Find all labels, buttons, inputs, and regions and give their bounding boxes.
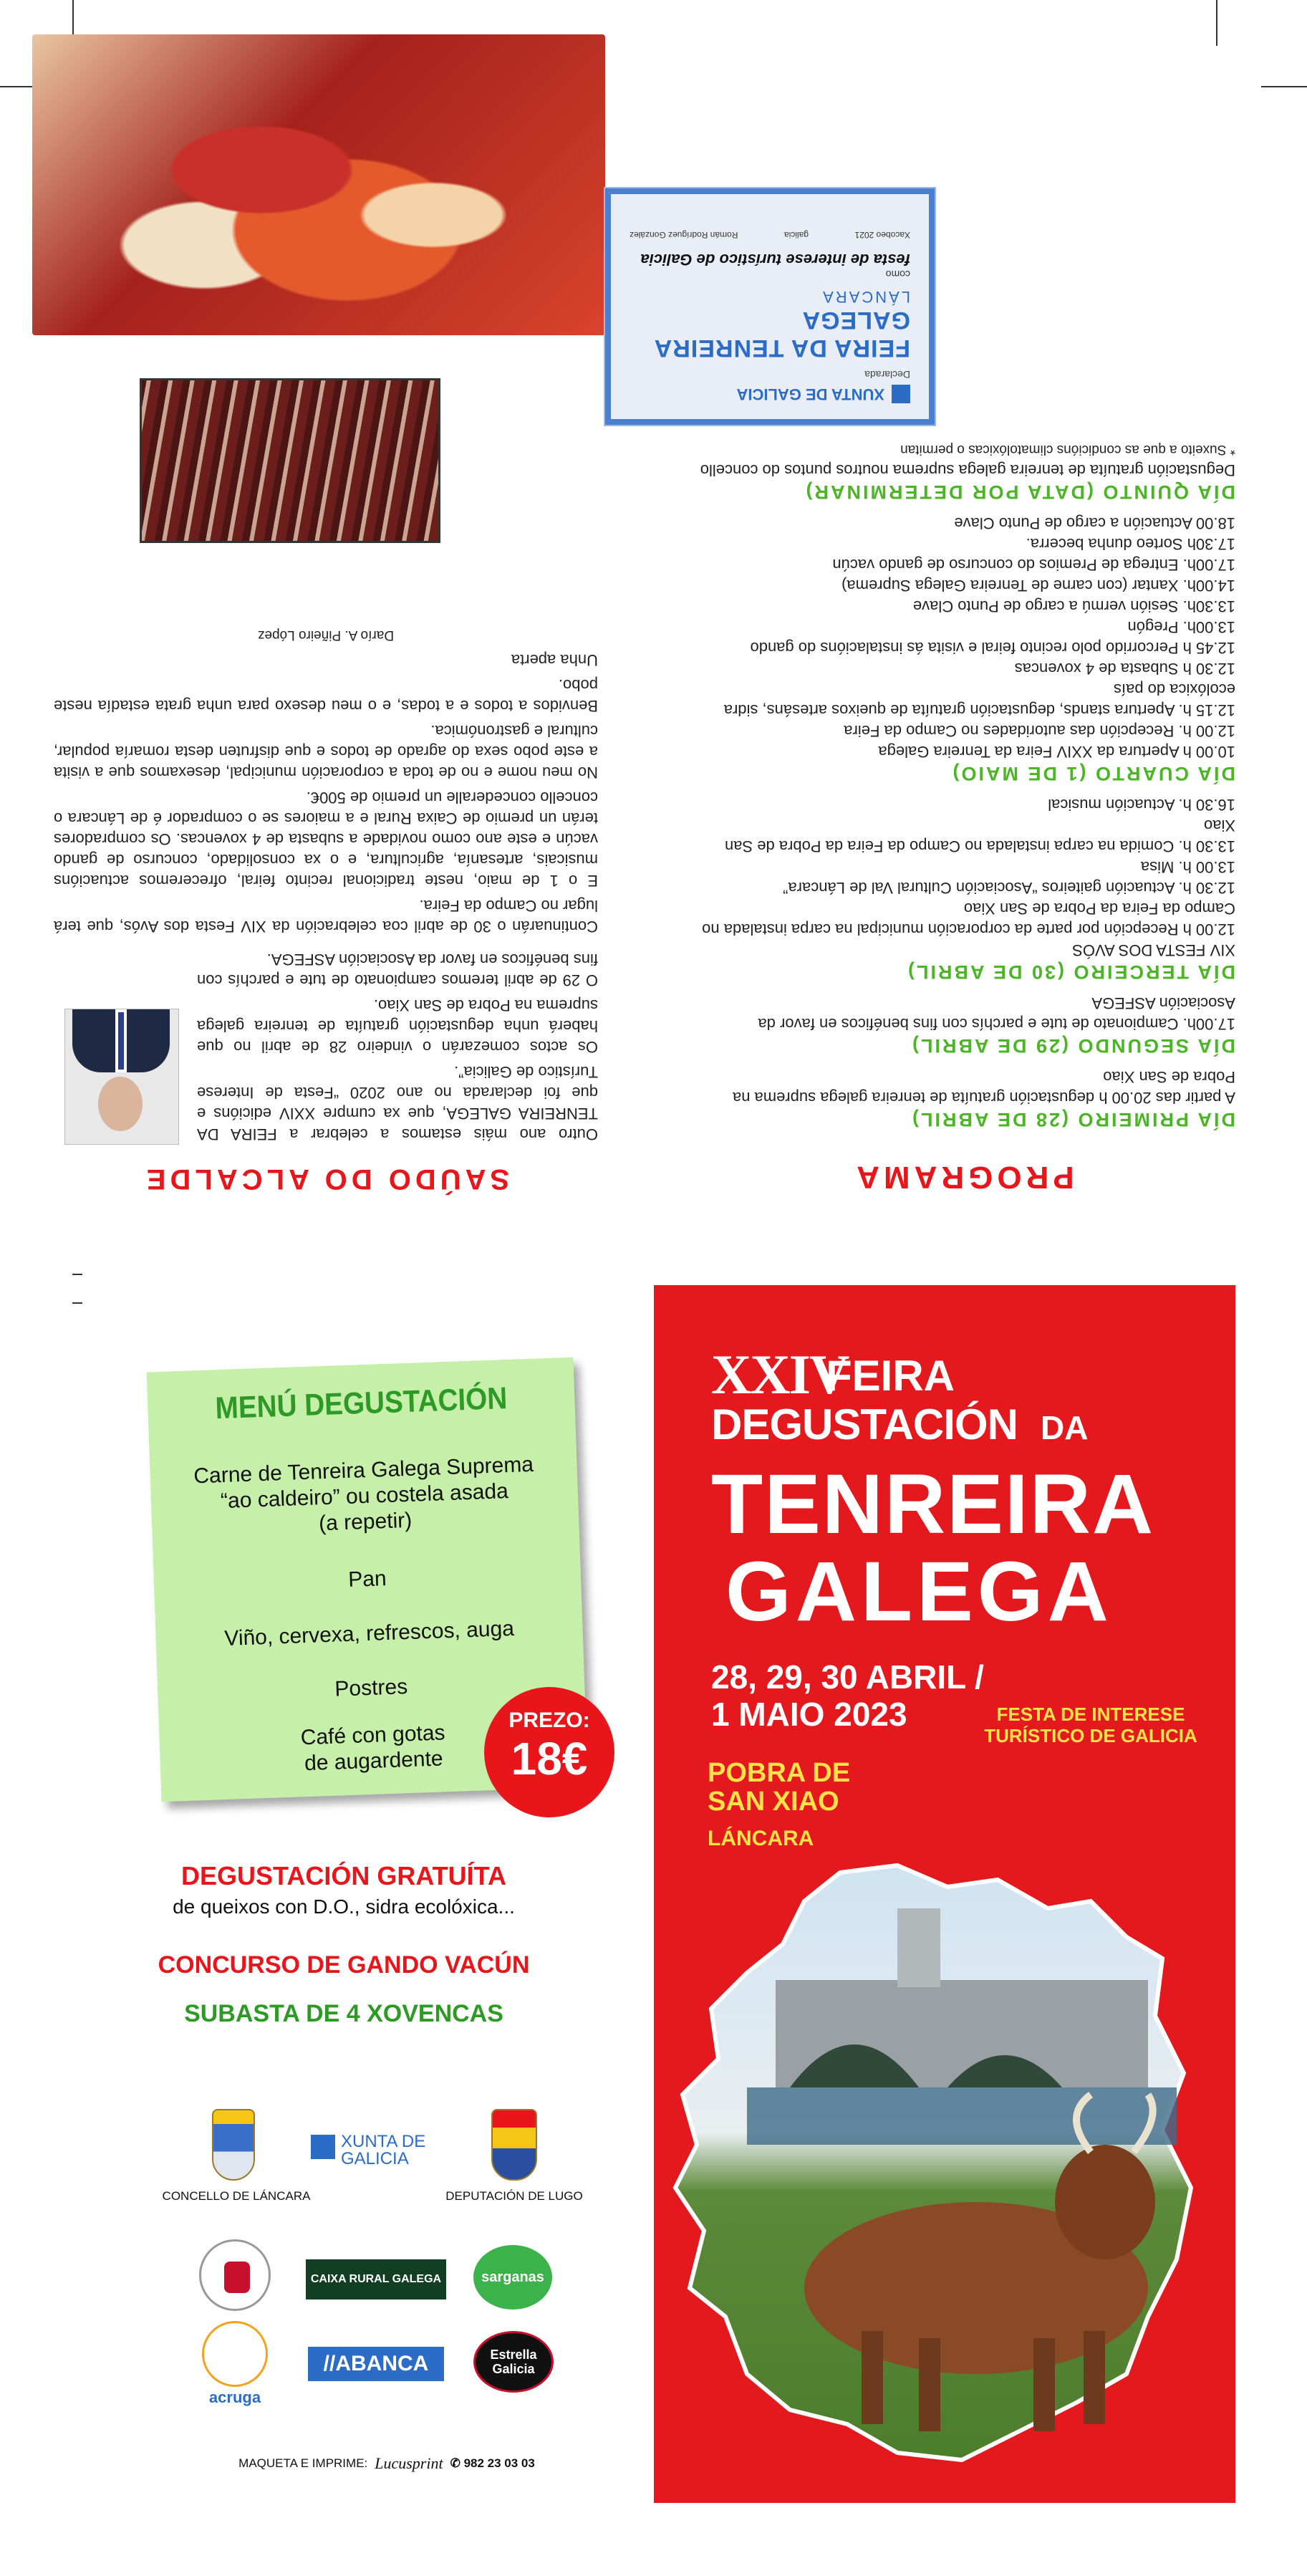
saudo-paragraph: O 29 de abril teremos campionato de tute e parchís con fins benéficos en favor da Asociación ASFEGA.	[197, 951, 598, 989]
cover-festa-2: TURÍSTICO DE GALICIA	[984, 1725, 1197, 1746]
cover-festa-1: FESTA DE INTERESE	[996, 1703, 1185, 1725]
free-tasting-subtitle: de queixos con D.O., sidra ecolóxica...	[173, 1895, 515, 1918]
sign-foot-right: Román Rodríguez González	[630, 230, 738, 240]
sponsor-deputacion: DEPUTACIÓN DE LUGO	[445, 2189, 583, 2203]
program-line: 14.00h. Xantar (con carne de Tenreira Galega Suprema)	[841, 577, 1235, 595]
menu-item: de augardente	[304, 1746, 444, 1776]
menu-item: Postres	[334, 1675, 408, 1701]
sign-foot-mid: galicia	[784, 230, 809, 240]
day-title: DÍA QUINTO (DATA POR DETERMINAR)	[804, 481, 1235, 503]
program-line: 17.00h. Campionato de tute e parchís con fins benéficos en favor da Asociación ASFEGA	[758, 994, 1235, 1033]
program-line: Degustación gratuíta de tenreira galega suprema noutros puntos do concello	[700, 461, 1235, 479]
program-line: 17.30h Sorteo dunha becerra.	[1026, 535, 1235, 553]
sign-feira: FEIRA DA TENREIRA GALEGA	[655, 307, 910, 362]
saudo-paragraph: Continuarán o 30 de abril coa celebración da XIV Festa dos Avós, que terá lugar no Campo da Feira.	[54, 897, 598, 936]
menu-item: Carne de Tenreira Galega Suprema	[193, 1452, 534, 1489]
lancara-crest-icon	[212, 2109, 255, 2181]
day-title: DÍA TERCEIRO (30 DE ABRIL)	[905, 961, 1235, 983]
programa-panel	[630, 203, 1235, 1195]
cover-pobra-1: POBRA DE	[708, 1758, 851, 1788]
imprint-brand: Lucusprint	[375, 2454, 443, 2472]
cover-da: DA	[1041, 1409, 1089, 1446]
sponsor-estrella: Estrella Galicia	[473, 2331, 554, 2393]
galicia-map-shape	[661, 1858, 1227, 2474]
program-note: * Suxeito a que as condicións climatolóxicas o permitan	[900, 442, 1235, 457]
cattle-contest: CONCURSO DE GANDO VACÚN	[158, 1951, 530, 1979]
program-line: 17.00h. Entrega de Premios do concurso de gando vacún	[832, 556, 1235, 574]
sign-declarada: Declarada	[864, 369, 910, 380]
program-line: 12.00 h Recepción por parte da corporación municipal na carpa instalada no Campo da Feira da Pobra de San Xiao	[702, 900, 1235, 938]
program-line: 13.30 h. Comida na carpa instalada no Campo da Feira da Pobra de San Xiao	[724, 817, 1235, 855]
program-line: 12.30 h. Actuación gaiteiros “Asociación Cultural Val de Láncara”	[783, 879, 1235, 897]
program-line: 12.00 h. Recepción das autoridades no Campo da Feira	[844, 722, 1235, 740]
program-line: 16.30 h. Actuación musical	[1048, 796, 1235, 814]
acruga-logo-icon	[202, 2321, 268, 2387]
menu-item: Pan	[347, 1567, 387, 1592]
saudo-paragraph: Os actos comezarán o vindeiro 28 de abril no que haberá unha degustación gratuíta de tenreira galega suprema na Pobra de San Xiao.	[197, 996, 598, 1056]
free-tasting-title: DEGUSTACIÓN GRATUÍTA	[181, 1861, 506, 1890]
sign-festa: festa de interese turístico de Galicia	[640, 251, 910, 269]
sponsor-concello: CONCELLO DE LÁNCARA	[162, 2189, 311, 2203]
sign-lancara: LÁNCARA	[821, 288, 910, 306]
menu-title: MENÚ DEGUSTACIÓN	[214, 1381, 508, 1426]
menu-item: Café con gotas	[300, 1721, 445, 1750]
program-line: 13.30h. Sesión vermú a cargo de Punto Clave	[912, 597, 1235, 615]
saudo-paragraph: Outro ano máis estamos a celebrar a FEIRA DA TENREIRA GALEGA, que xa cumpre XXIV edicións e que foi declarada no ano 2020 “Festa de Interese Turístico de Galicia”.	[197, 1063, 598, 1143]
interest-declaration-sign	[605, 188, 935, 425]
cover-panel	[654, 1285, 1235, 2503]
galicia-map-photo	[661, 1858, 1227, 2474]
saudo-paragraph: No meu nome e no de toda a corporación municipal, desexamos que a visita a este pobo sexa do agrado de todos e que disfruten desta romaría popular, cultural e gastronómica.	[54, 722, 598, 782]
imprint-phone: ✆ 982 23 03 03	[450, 2456, 535, 2470]
cover-edition: XXIV	[711, 1343, 849, 1405]
cover-pobra-2: SAN XIAO	[708, 1787, 839, 1817]
cover-degustacion: DEGUSTACIÓN	[711, 1400, 1018, 1448]
price-badge	[484, 1687, 614, 1817]
xunta-logo-icon	[311, 2135, 335, 2159]
sign-como: como	[885, 269, 910, 280]
program-line: 13.00h. Pregón	[1127, 618, 1235, 636]
sign-xunta: XUNTA DE GALICIA	[736, 385, 884, 403]
sponsor-xunta: XUNTA DE GALICIA	[341, 2132, 426, 2168]
imprint-label: MAQUETA E IMPRIME:	[238, 2456, 368, 2470]
xunta-logo-icon	[892, 385, 910, 403]
mayor-signature: Darío A. Piñeiro López	[257, 628, 395, 643]
sponsor-sarganas: sarganas	[473, 2245, 552, 2310]
program-line: 12.45 h Percorrido polo recinto feiral e visita ás instalacións do gando	[750, 639, 1235, 657]
sign-foot-left: Xacobeo 2021	[854, 230, 910, 240]
cover-dates-1: 28, 29, 30 ABRIL /	[711, 1658, 984, 1696]
tenreira-galega-seal-icon	[199, 2239, 271, 2311]
day-title: DÍA PRIMEIRO (28 DE ABRIL)	[910, 1109, 1235, 1130]
program-line: 10.00 h Apertura da XXIV Feira da Tenreira Galega	[878, 743, 1235, 761]
day-title: DÍA CUARTO (1 DE MAIO)	[950, 763, 1235, 784]
saudo-title: SAÚDO DO ALCALDE	[142, 1163, 510, 1195]
sponsor-acruga: acruga	[208, 2388, 261, 2406]
cover-tenreira: TENREIRA	[711, 1457, 1155, 1552]
menu-item: “ao caldeiro” ou costela asada	[220, 1479, 509, 1514]
cover-feira: FEIRA	[826, 1352, 955, 1400]
program-line: XIV FESTA DOS AVÓS	[1072, 941, 1235, 959]
program-line: 18.00 Actuación a cargo de Punto Clave	[954, 514, 1235, 532]
program-line: 13.00 h. Misa	[1140, 858, 1235, 876]
programa-panel-wrapper	[54, 27, 598, 1245]
cover-dates-2: 1 MAIO 2023	[711, 1696, 907, 1733]
program-line: A partir das 20.00 h degustación gratuíta de tenreira galega suprema na Pobra de San Xiao	[732, 1068, 1235, 1107]
program-line: 12.30 h Subasta de 4 xovencas	[1014, 660, 1235, 678]
lugo-crest-icon	[491, 2109, 537, 2181]
menu-item: Viño, cervexa, refrescos, auga	[223, 1616, 515, 1651]
heifer-auction: SUBASTA DE 4 XOVENCAS	[184, 2000, 503, 2027]
cover-lancara: LÁNCARA	[708, 1827, 814, 1850]
cover-galega: GALEGA	[725, 1544, 1113, 1639]
sponsor-abanca: //ABANCA	[308, 2347, 444, 2381]
saudo-paragraph: E o 1 de maio, neste tradicional recinto feiral, ofreceremos actuacións musicais, artesanía, agricultura, e o xa consolidado, concurso de gando vacún e este ano como novidade a subasta de 4 xovencas. Os compradores terán un premio de Caixa Rural e a maiores se o comprador é de Láncara o concello concederalle un premio de 500€.	[54, 789, 598, 890]
saudo-paragraph: Unha aperta	[511, 651, 598, 669]
imprint	[193, 2454, 580, 2473]
crop-mark	[72, 1302, 82, 1304]
price-label: PREZO:	[508, 1708, 590, 1732]
saudo-paragraph: Benvidos a todos e a todas, e o meu desexo para unha grata estadía neste pobo.	[54, 676, 598, 715]
menu-item: (a repetir)	[318, 1508, 413, 1536]
day-title: DÍA SEGUNDO (29 DE ABRIL)	[910, 1035, 1235, 1057]
program-line: 12.15 h. Apertura stands, degustación gratuíta de queixos artesáns, sidra ecolóxica do país	[723, 681, 1235, 719]
programa-title: PROGRAMA	[852, 1160, 1074, 1195]
sponsor-caixa-rural: CAIXA RURAL GALEGA	[306, 2259, 446, 2299]
price-value: 18€	[511, 1733, 588, 1784]
